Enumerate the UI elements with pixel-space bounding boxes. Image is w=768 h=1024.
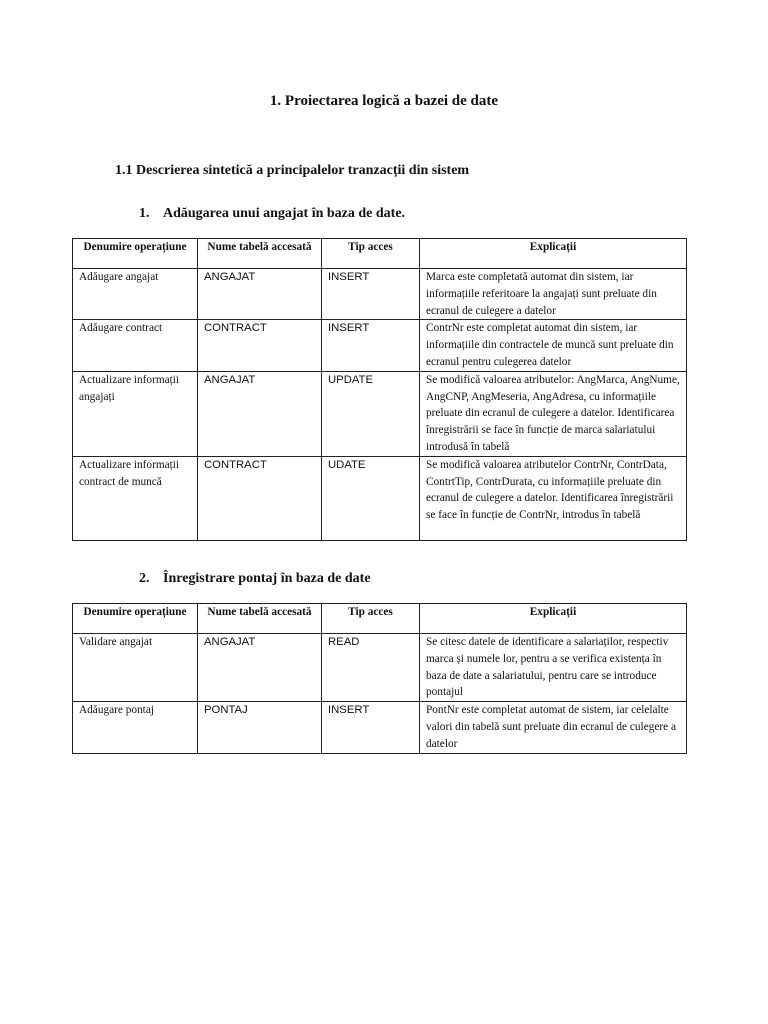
cell-table-name: PONTAJ (198, 702, 322, 753)
header-operation: Denumire operațiune (73, 239, 198, 269)
chapter-heading: 1. Proiectarea logică a bazei de date (269, 93, 499, 109)
cell-explanation: ContrNr este completat automat din sistem, iar informațiile din contractele de muncă sunt preluate din ecranul pentru culegerea datelor (420, 320, 687, 371)
subsection-1-number: 1. (139, 206, 150, 221)
cell-table-name: CONTRACT (198, 320, 322, 371)
cell-operation: Adăugare pontaj (73, 702, 198, 753)
cell-table-name: CONTRACT (198, 456, 322, 540)
cell-table-name: ANGAJAT (198, 634, 322, 702)
table-row (73, 320, 687, 371)
table-row (73, 634, 687, 702)
cell-operation: Actualizare informații angajați (73, 371, 198, 456)
cell-operation: Adăugare contract (73, 320, 198, 371)
transactions-table-1 (72, 238, 687, 541)
section-heading: 1.1 Descrierea sintetică a principalelor tranzacții din sistem (115, 163, 470, 178)
cell-access-type: UDATE (322, 456, 420, 540)
cell-operation: Adăugare angajat (73, 269, 198, 320)
cell-explanation: Se modifică valoarea atributelor: AngMarca, AngNume, AngCNP, AngMeseria, AngAdresa, cu informațiile preluate din ecranul de culegere a datelor. Identificarea înregistrării se face în funcție de marca salariatului introdusă în tabelă (420, 371, 687, 456)
cell-access-type: INSERT (322, 320, 420, 371)
cell-explanation: Se modifică valoarea atributelor ContrNr, ContrData, ContrtTip, ContrDurata, cu informațiile preluate din ecranul de culegere a datelor. Identificarea înregistrării se face în funcție de ContrNr, introdus în tabelă (420, 456, 687, 540)
cell-table-name: ANGAJAT (198, 269, 322, 320)
header-explanation: Explicații (420, 604, 687, 634)
table-row (73, 371, 687, 456)
table-header-row (73, 239, 687, 269)
header-explanation: Explicații (420, 239, 687, 269)
subsection-2-number: 2. (139, 571, 150, 586)
table-row (73, 269, 687, 320)
table-row (73, 702, 687, 753)
header-access-type: Tip acces (322, 604, 420, 634)
cell-access-type: INSERT (322, 269, 420, 320)
header-table-name: Nume tabelă accesată (198, 604, 322, 634)
subsection-2-heading (139, 571, 371, 587)
cell-explanation: PontNr este completat automat de sistem, iar celelalte valori din tabelă sunt preluate din ecranul de culegere a datelor (420, 702, 687, 753)
table-row (73, 456, 687, 540)
cell-operation: Actualizare informații contract de muncă (73, 456, 198, 540)
cell-operation: Validare angajat (73, 634, 198, 702)
cell-explanation: Se citesc datele de identificare a salariaților, respectiv marca și numele lor, pentru a se verifica existența în baza de date a salariatului, pentru care se introduce pontajul (420, 634, 687, 702)
subsection-1-heading (139, 206, 405, 222)
header-table-name: Nume tabelă accesată (198, 239, 322, 269)
cell-access-type: INSERT (322, 702, 420, 753)
header-operation: Denumire operațiune (73, 604, 198, 634)
cell-access-type: UPDATE (322, 371, 420, 456)
transactions-table-2 (72, 603, 687, 754)
header-access-type: Tip acces (322, 239, 420, 269)
table-header-row (73, 604, 687, 634)
cell-explanation: Marca este completată automat din sistem, iar informațiile referitoare la angajați sunt preluate din ecranul de culegere a datelor (420, 269, 687, 320)
cell-access-type: READ (322, 634, 420, 702)
cell-table-name: ANGAJAT (198, 371, 322, 456)
subsection-2-title: Înregistrare pontaj în baza de date (163, 571, 371, 586)
subsection-1-title: Adăugarea unui angajat în baza de date. (163, 206, 406, 221)
